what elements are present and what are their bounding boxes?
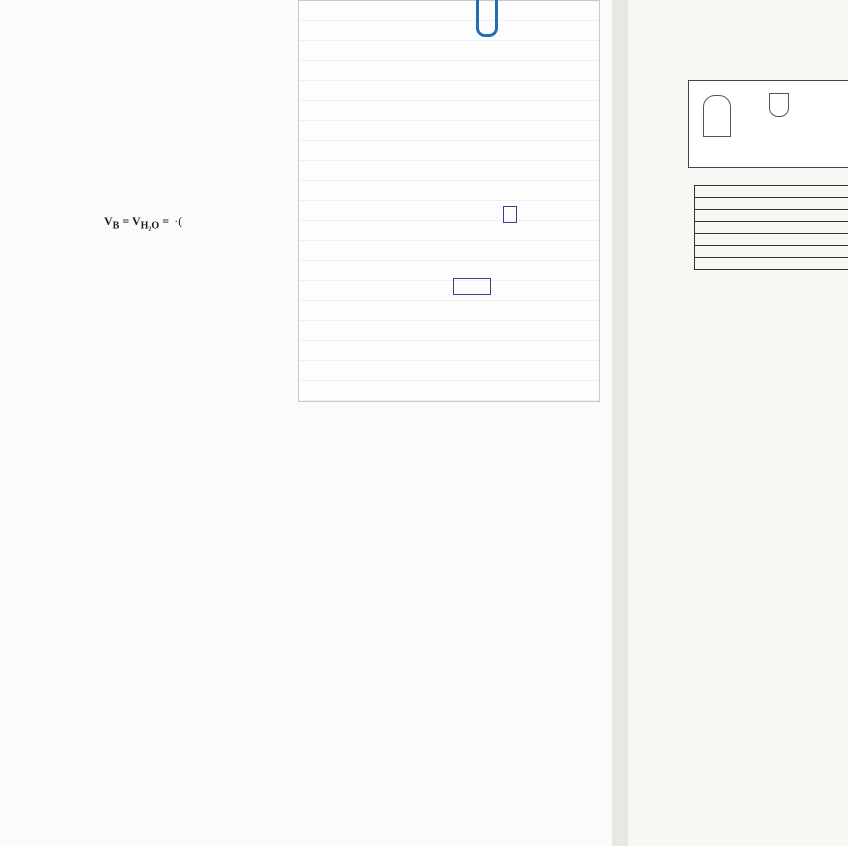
university-logo-box: [688, 80, 848, 168]
note-result-a: [503, 207, 517, 222]
exercise-formula: [104, 638, 124, 654]
table-row: [695, 246, 848, 258]
table-row: [695, 198, 848, 210]
building-icon: [703, 95, 731, 137]
proportional-line: [96, 513, 102, 528]
exercise-line: [104, 687, 108, 702]
composition-ingredient: [695, 246, 848, 258]
formula-line: $V_B = V_{H_2O}$ = ·(: [104, 214, 183, 232]
table-row: [695, 222, 848, 234]
shield-icon: [769, 93, 789, 117]
note-result-b: [453, 279, 491, 294]
table-row: [695, 186, 848, 198]
composition-table: [694, 185, 848, 270]
composition-ingredient: [695, 258, 848, 270]
composition-ingredient: [695, 210, 848, 222]
table-row: [695, 210, 848, 222]
composition-ingredient: [695, 198, 848, 210]
table-row: [695, 258, 848, 270]
composition-ingredient: [695, 222, 848, 234]
table-row: [695, 234, 848, 246]
composition-ingredient: [695, 234, 848, 246]
handwritten-note: [298, 0, 600, 402]
composition-ingredient: [695, 186, 848, 198]
paper-clip-icon: [476, 0, 498, 37]
